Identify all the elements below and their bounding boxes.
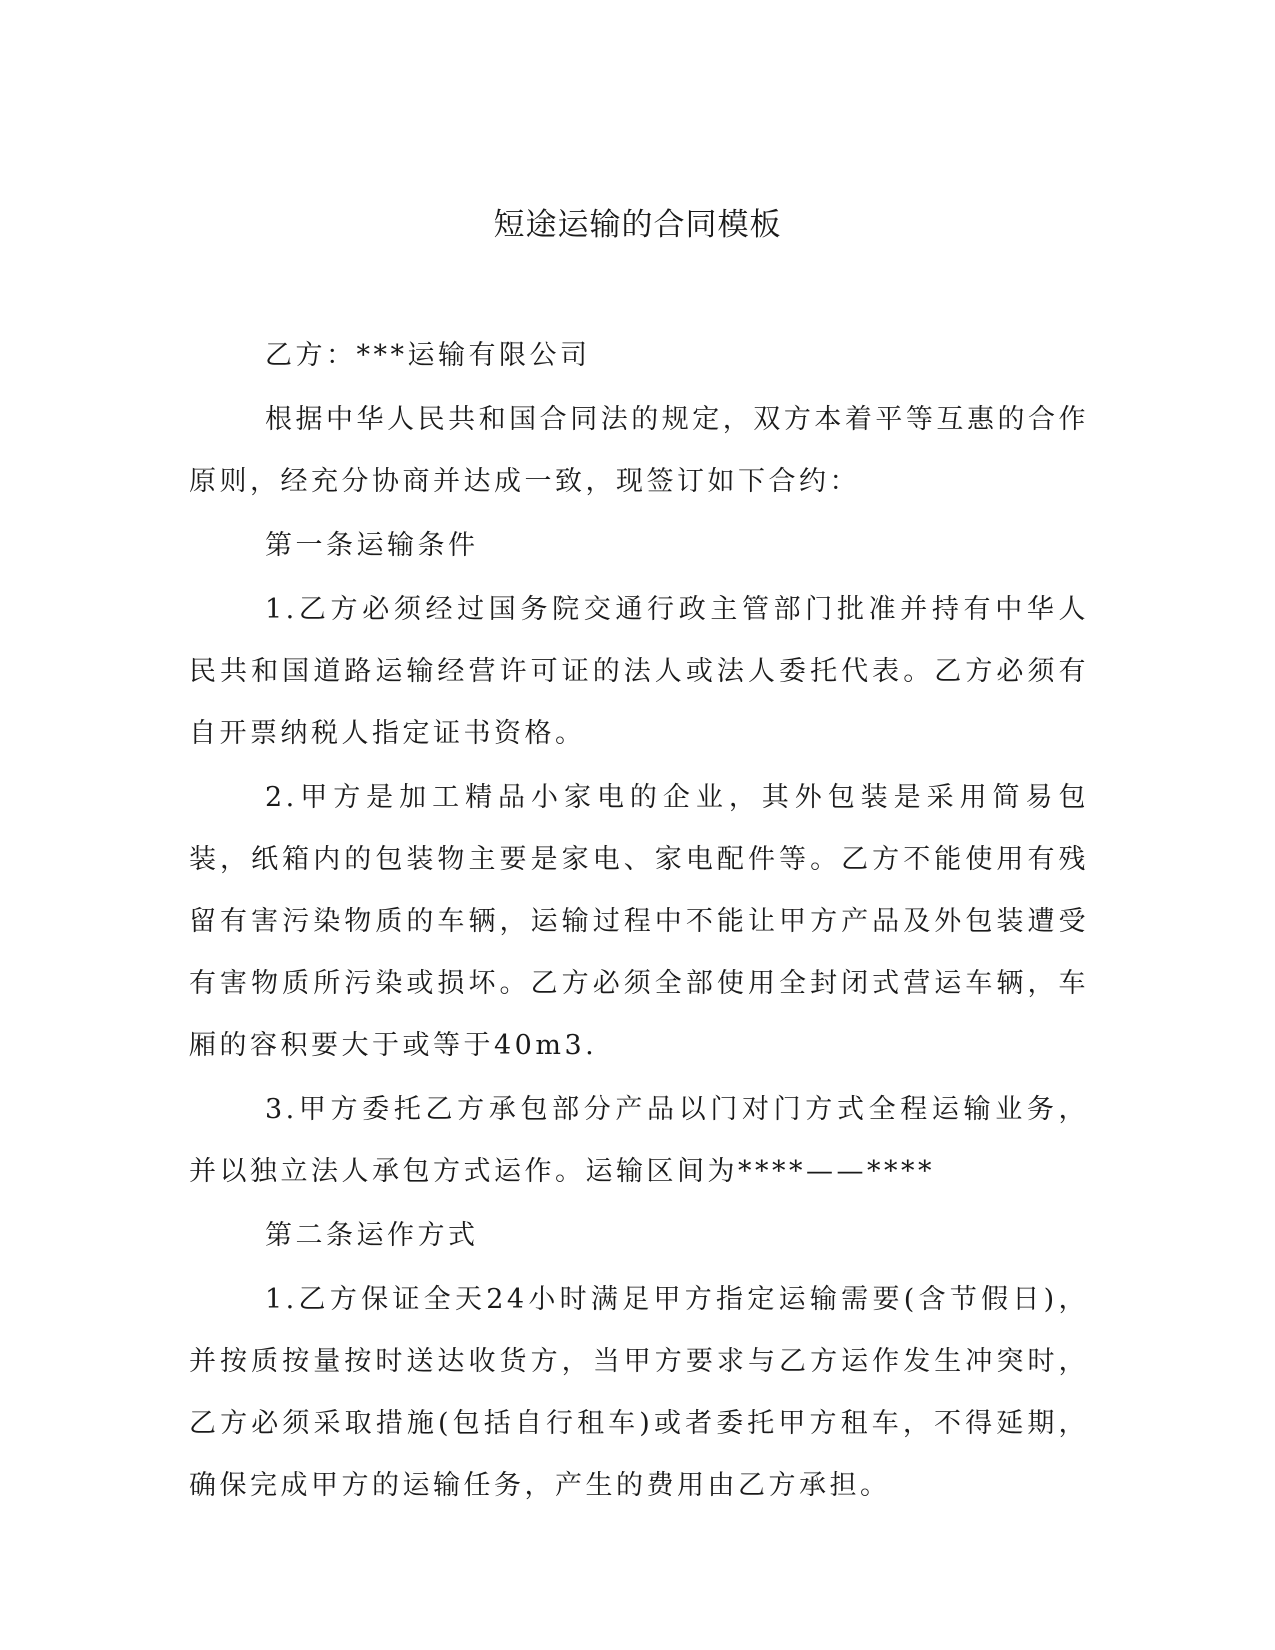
document-title: 短途运输的合同模板 (493, 207, 782, 243)
article-1-clause-1: 1.乙方必须经过国务院交通行政主管部门批准并持有中华人民共和国道路运输经营许可证的法人或法人委托代表。乙方必须有自开票纳税人指定证书资格。 (189, 594, 1089, 749)
party-b-line: 乙方：***运输有限公司 (265, 340, 591, 371)
article-2-clause-1: 1.乙方保证全天24小时满足甲方指定运输需要(含节假日)，并按质按量按时送达收货方，当甲方要求与乙方运作发生冲突时，乙方必须采取措施(包括自行租车)或者委托甲方租车，不得延期，确保完成甲方的运输任务，产生的费用由乙方承担。 (189, 1284, 1089, 1501)
document-body (189, 325, 1089, 1519)
preamble-paragraph: 根据中华人民共和国合同法的规定，双方本着平等互惠的合作原则，经充分协商并达成一致，现签订如下合约： (189, 404, 1089, 497)
article-1-clause-2: 2.甲方是加工精品小家电的企业，其外包装是采用简易包装，纸箱内的包装物主要是家电、家电配件等。乙方不能使用有残留有害污染物质的车辆，运输过程中不能让甲方产品及外包装遭受有害物质所污染或损坏。乙方必须全部使用全封闭式营运车辆，车厢的容积要大于或等于40m3. (189, 782, 1089, 1061)
article-1-heading: 第一条运输条件 (265, 530, 479, 561)
article-2-heading: 第二条运作方式 (265, 1220, 479, 1251)
article-1-clause-3: 3.甲方委托乙方承包部分产品以门对门方式全程运输业务，并以独立法人承包方式运作。运输区间为****——**** (189, 1094, 1089, 1187)
